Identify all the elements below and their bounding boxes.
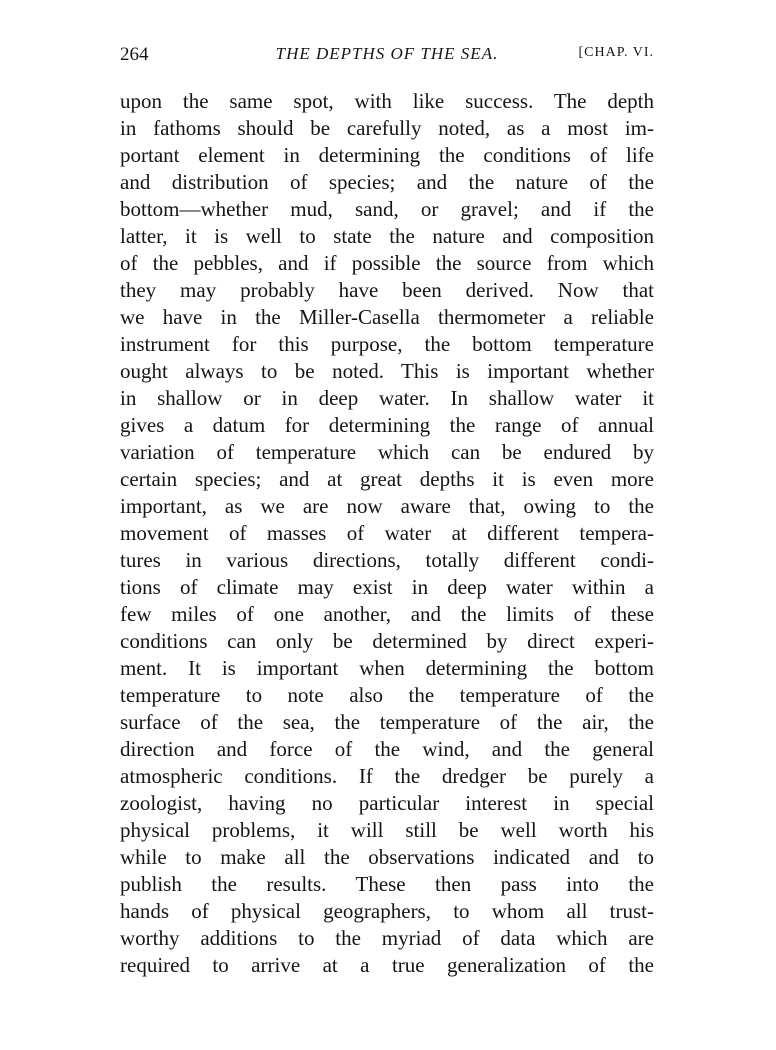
text-line: variation of temperature which can be endured by — [120, 440, 654, 464]
text-line: important, as we are now aware that, owing to the — [120, 494, 654, 518]
chapter-reference: [CHAP. VI. — [578, 45, 654, 60]
text-line: gives a datum for determining the range of annual — [120, 413, 654, 437]
text-line: portant element in determining the conditions of life — [120, 143, 654, 167]
body-text — [120, 88, 654, 979]
text-line: in shallow or in deep water. In shallow water it — [120, 386, 654, 410]
text-line: zoologist, having no particular interest in special — [120, 791, 654, 815]
text-line: while to make all the observations indicated and to — [120, 845, 654, 869]
text-line: certain species; and at great depths it is even more — [120, 467, 654, 491]
running-title: THE DEPTHS OF THE SEA. — [275, 44, 499, 63]
text-line: worthy additions to the myriad of data which are — [120, 926, 654, 950]
text-line: bottom—whether mud, sand, or gravel; and if the — [120, 197, 654, 221]
text-line: tions of climate may exist in deep water within a — [120, 575, 654, 599]
text-line: physical problems, it will still be well worth his — [120, 818, 654, 842]
text-line: surface of the sea, the temperature of the air, the — [120, 710, 654, 734]
text-line: hands of physical geographers, to whom all trust- — [120, 899, 654, 923]
text-line: atmospheric conditions. If the dredger be purely a — [120, 764, 654, 788]
text-line: of the pebbles, and if possible the source from which — [120, 251, 654, 275]
text-line: tures in various directions, totally different condi- — [120, 548, 654, 572]
text-line: and distribution of species; and the nature of the — [120, 170, 654, 194]
text-line: in fathoms should be carefully noted, as a most im- — [120, 116, 654, 140]
text-line: upon the same spot, with like success. The depth — [120, 89, 654, 113]
text-line: few miles of one another, and the limits of these — [120, 602, 654, 626]
text-line: ment. It is important when determining the bottom — [120, 656, 654, 680]
text-line: conditions can only be determined by direct experi- — [120, 629, 654, 653]
running-head — [120, 44, 654, 74]
text-line: direction and force of the wind, and the general — [120, 737, 654, 761]
text-line: they may probably have been derived. Now that — [120, 278, 654, 302]
text-line: we have in the Miller-Casella thermometer a reliable — [120, 305, 654, 329]
text-line: publish the results. These then pass into the — [120, 872, 654, 896]
page-number: 264 — [120, 44, 149, 65]
text-line: movement of masses of water at different tempera- — [120, 521, 654, 545]
text-line: temperature to note also the temperature of the — [120, 683, 654, 707]
text-line: latter, it is well to state the nature and composition — [120, 224, 654, 248]
text-line: instrument for this purpose, the bottom temperature — [120, 332, 654, 356]
text-line: required to arrive at a true generalization of the — [120, 953, 654, 977]
text-line: ought always to be noted. This is important whether — [120, 359, 654, 383]
